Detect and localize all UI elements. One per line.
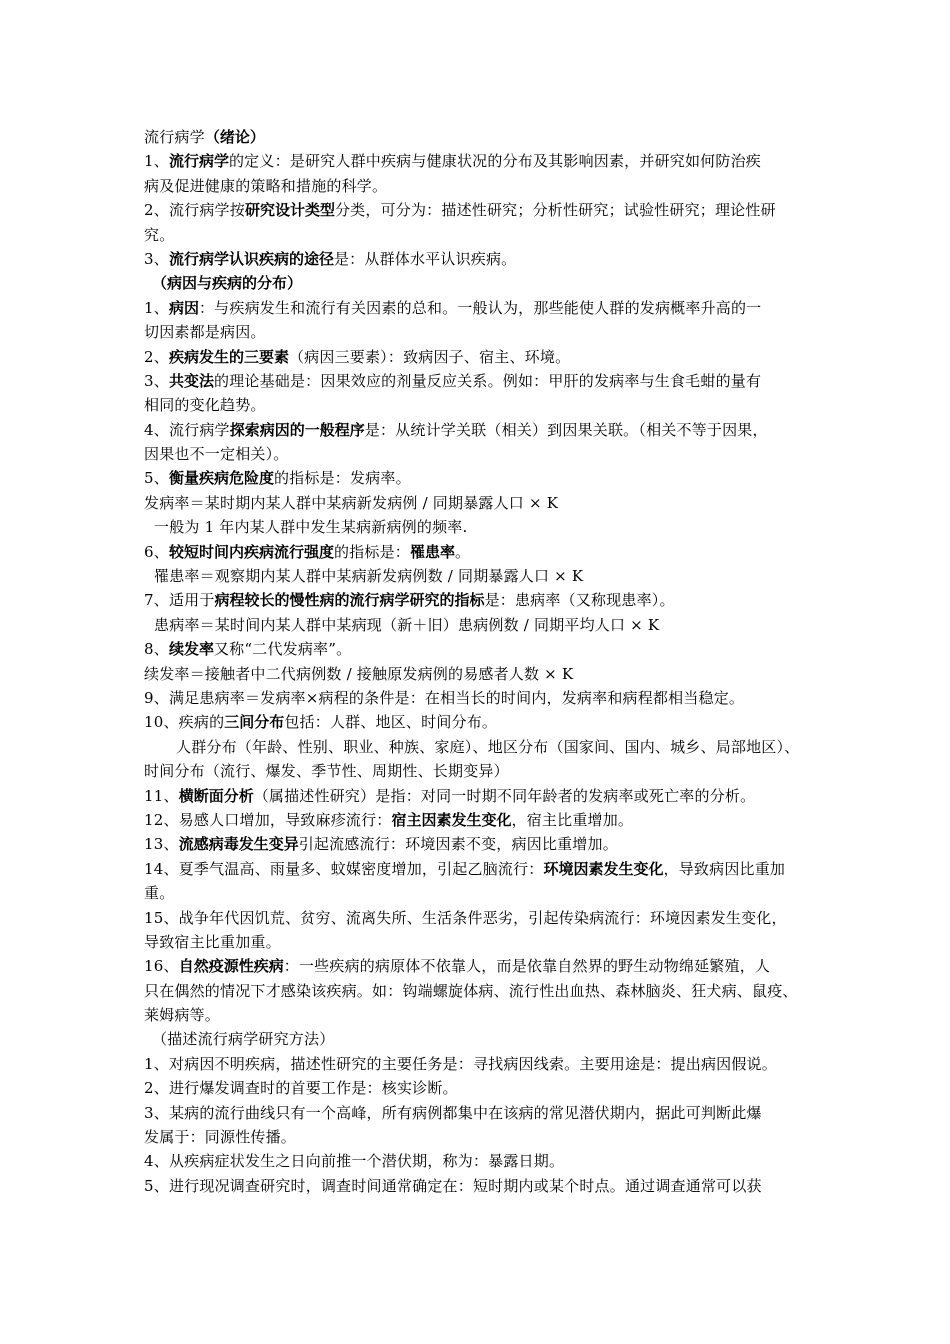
text-segment: 12、易感人口增加，导致麻疹流行： xyxy=(144,810,392,829)
bold-text: 流行病学认识疾病的途径 xyxy=(168,249,334,268)
text-segment: 时间分布（流行、爆发、季节性、周期性、长期变异） xyxy=(144,762,509,781)
text-segment: 5、进行现况调查研究时，调查时间通常确定在：短时期内或某个时点。通过调查通常可以获 xyxy=(144,1176,762,1195)
text-segment: 2、 xyxy=(144,347,169,366)
text-segment: 8、 xyxy=(144,640,169,659)
text-segment: （病因三要素）：致病因子、宿主、环境。 xyxy=(288,347,571,366)
text-segment: 1、对病因不明疾病，描述性研究的主要任务是：寻找病因线索。主要用途是：提出病因假说。 xyxy=(144,1054,777,1073)
text-line xyxy=(144,1027,816,1051)
bold-text: 流行病学 xyxy=(168,152,229,171)
text-line xyxy=(144,1125,816,1149)
text-segment: 5、 xyxy=(144,469,169,488)
bold-text: 研究设计类型 xyxy=(244,201,335,220)
text-segment: 1、 xyxy=(144,152,169,171)
text-segment: ，宿主比重增加。 xyxy=(511,810,634,829)
text-segment: ：与疾病发生和流行有关因素的总和。一般认为，那些能使人群的发病概率升高的一 xyxy=(198,298,762,317)
bold-text: （绪论） xyxy=(204,128,265,146)
text-line xyxy=(144,613,816,637)
text-segment: 流行病学 xyxy=(144,128,205,146)
bold-text: 病程较长的慢性病的流行病学研究的指标 xyxy=(214,591,485,610)
text-line xyxy=(144,393,816,417)
text-segment: 的定义：是研究人群中疾病与健康状况的分布及其影响因素，并研究如何防治疾 xyxy=(228,152,761,171)
text-segment: 导致宿主比重加重。 xyxy=(144,932,281,951)
text-line xyxy=(144,418,816,442)
text-line xyxy=(144,930,816,954)
text-segment: 发病率＝某时期内某人群中某病新发病例 / 同期暴露人口 × K xyxy=(144,493,559,512)
text-line xyxy=(144,1003,816,1027)
text-line xyxy=(144,223,816,247)
text-segment: ，导致病因比重加 xyxy=(663,859,786,878)
bold-text: 衡量疾病危险度 xyxy=(168,469,274,488)
text-line xyxy=(144,1149,816,1173)
text-segment: 3、 xyxy=(144,371,169,390)
text-segment: 。 xyxy=(455,542,471,561)
text-line xyxy=(144,564,816,588)
bold-text: （病因与疾病的分布） xyxy=(152,274,303,293)
bold-text: 罹患率 xyxy=(409,542,455,561)
text-segment: 罹患率＝观察期内某人群中某病新发病例数 / 同期暴露人口 × K xyxy=(154,567,584,586)
text-segment: 分类，可分为：描述性研究；分析性研究；试验性研究；理论性研 xyxy=(334,201,776,220)
text-line xyxy=(144,345,816,369)
text-segment: 6、 xyxy=(144,542,169,561)
text-segment: 14、夏季气温高、雨量多、蚊媒密度增加，引起乙脑流行： xyxy=(144,859,544,878)
text-line xyxy=(144,954,816,978)
bold-text: 共变法 xyxy=(168,371,214,390)
text-segment: 包括：人群、地区、时间分布。 xyxy=(284,713,498,732)
text-line xyxy=(144,637,816,661)
text-segment: 是：从群体水平认识疾病。 xyxy=(333,249,517,268)
text-line xyxy=(144,271,816,295)
text-line xyxy=(144,320,816,344)
text-line xyxy=(144,466,816,490)
bold-text: 环境因素发生变化 xyxy=(543,859,664,878)
text-line xyxy=(144,540,816,564)
text-segment: 是：患病率（又称现患率）。 xyxy=(484,591,675,610)
text-line xyxy=(144,198,816,222)
bold-text: 流感病毒发生变异 xyxy=(178,835,299,854)
text-segment: （描述流行病学研究方法） xyxy=(152,1030,335,1049)
bold-text: 三间分布 xyxy=(224,713,285,732)
text-line xyxy=(144,515,816,539)
text-segment: 因果也不一定相关）。 xyxy=(144,445,289,464)
document-body xyxy=(144,125,816,1198)
text-segment: 2、进行爆发调查时的首要工作是：核实诊断。 xyxy=(144,1079,458,1098)
text-line xyxy=(144,247,816,271)
text-segment: 7、适用于 xyxy=(144,591,215,610)
text-segment: 患病率＝某时间内某人群中某病现（新＋旧）患病例数 / 同期平均人口 × K xyxy=(154,615,660,634)
text-segment: （属描述性研究）是指：对同一时期不同年龄者的发病率或死亡率的分析。 xyxy=(253,786,756,805)
text-segment: 11、 xyxy=(144,786,179,805)
text-segment: 16、 xyxy=(144,957,179,976)
text-segment: 相同的变化趋势。 xyxy=(144,396,266,415)
bold-text: 病因 xyxy=(168,298,199,317)
text-segment: 人群分布（年龄、性别、职业、种族、家庭）、地区分布（国家间、国内、城乡、局部地区）、 xyxy=(176,737,800,756)
text-line xyxy=(144,735,816,759)
text-segment: 引起流感流行：环境因素不变，病因比重增加。 xyxy=(298,835,618,854)
bold-text: 自然疫源性疾病 xyxy=(178,957,284,976)
text-line xyxy=(144,1174,816,1198)
text-segment: 的指标是： xyxy=(333,542,410,561)
text-line xyxy=(144,784,816,808)
text-line xyxy=(144,808,816,832)
text-segment: 只在偶然的情况下才感染该疾病。如：钩端螺旋体病、流行性出血热、森林脑炎、狂犬病、鼠疫、 xyxy=(144,981,798,1000)
text-line xyxy=(144,296,816,320)
text-segment: 重。 xyxy=(144,884,175,903)
text-line xyxy=(144,832,816,856)
text-segment: 续发率＝接触者中二代病例数 / 接触原发病例的易感者人数 × K xyxy=(144,664,574,683)
text-segment: 2、流行病学按 xyxy=(144,201,245,220)
text-line xyxy=(144,1076,816,1100)
text-segment: 究。 xyxy=(144,225,175,244)
text-segment: 的理论基础是：因果效应的剂量反应关系。例如：甲肝的发病率与生食毛蚶的量有 xyxy=(213,371,762,390)
text-segment: 9、满足患病率＝发病率×病程的条件是：在相当长的时间内，发病率和病程都相当稳定。 xyxy=(144,688,745,707)
text-segment: ：一些疾病的病原体不依靠人，而是依靠自然界的野生动物绵延繁殖，人 xyxy=(283,957,771,976)
text-line xyxy=(144,442,816,466)
text-segment: 莱姆病等。 xyxy=(144,1006,221,1025)
text-segment: 病及促进健康的策略和措施的科学。 xyxy=(144,176,388,195)
text-line xyxy=(144,369,816,393)
text-segment: 的指标是：发病率。 xyxy=(273,469,411,488)
text-segment: 1、 xyxy=(144,298,169,317)
bold-text: 较短时间内疾病流行强度 xyxy=(168,542,334,561)
text-segment: 又称“二代发病率”。 xyxy=(213,640,352,659)
text-segment: 一般为 1 年内某人群中发生某病新病例的频率. xyxy=(154,518,468,537)
text-segment: 15、战争年代因饥荒、贫穷、流离失所、生活条件恶劣，引起传染病流行：环境因素发生变化， xyxy=(144,908,787,927)
bold-text: 宿主因素发生变化 xyxy=(391,810,512,829)
text-line xyxy=(144,149,816,173)
text-line xyxy=(144,125,816,149)
text-line xyxy=(144,174,816,198)
text-segment: 发属于：同源性传播。 xyxy=(144,1128,297,1147)
text-line xyxy=(144,588,816,612)
bold-text: 疾病发生的三要素 xyxy=(168,347,289,366)
text-line xyxy=(144,686,816,710)
text-segment: 4、从疾病症状发生之日向前推一个潜伏期，称为：暴露日期。 xyxy=(144,1152,565,1171)
text-line xyxy=(144,906,816,930)
text-segment: 13、 xyxy=(144,835,179,854)
text-line xyxy=(144,759,816,783)
text-segment: 10、疾病的 xyxy=(144,713,225,732)
text-line xyxy=(144,881,816,905)
text-segment: 切因素都是病因。 xyxy=(144,323,266,342)
text-segment: 3、 xyxy=(144,249,169,268)
text-line xyxy=(144,979,816,1003)
text-segment: 4、流行病学 xyxy=(144,420,230,439)
bold-text: 续发率 xyxy=(168,640,214,659)
bold-text: 横断面分析 xyxy=(178,786,254,805)
text-line xyxy=(144,1052,816,1076)
text-line xyxy=(144,491,816,515)
bold-text: 探索病因的一般程序 xyxy=(229,420,365,439)
text-line xyxy=(144,662,816,686)
text-line xyxy=(144,1101,816,1125)
text-segment: 是：从统计学关联（相关）到因果关联。（相关不等于因果， xyxy=(364,420,768,439)
text-line xyxy=(144,710,816,734)
text-segment: 3、某病的流行曲线只有一个高峰，所有病例都集中在该病的常见潜伏期内，据此可判断此爆 xyxy=(144,1103,762,1122)
text-line xyxy=(144,857,816,881)
